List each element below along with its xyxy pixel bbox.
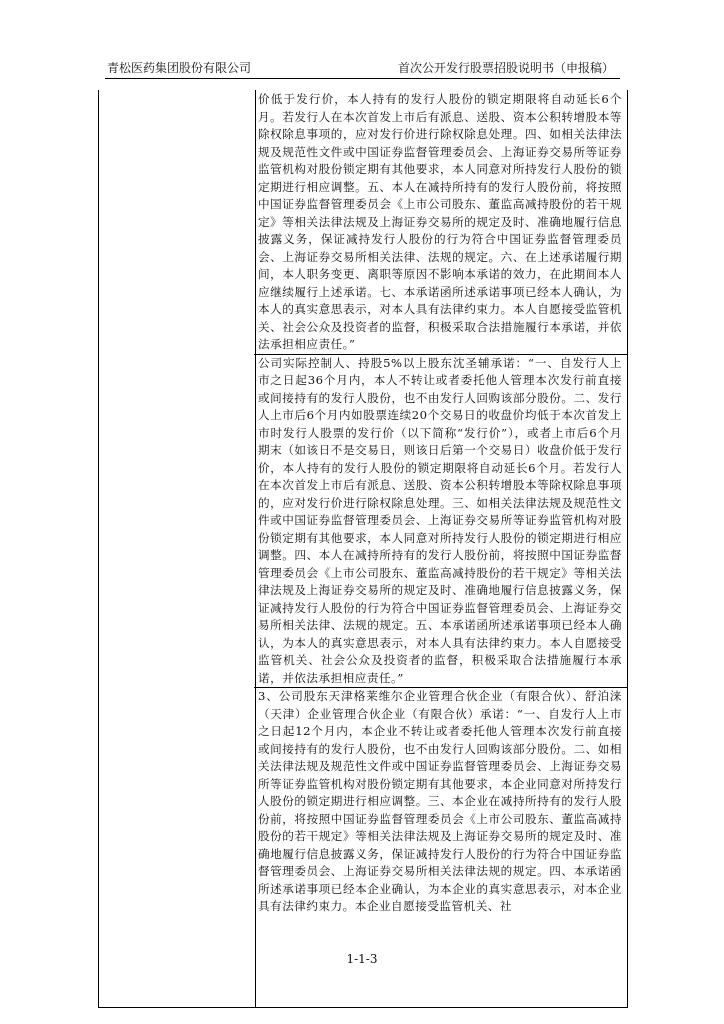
paragraph-partnership-commitment: 3、公司股东天津格莱维尔企业管理合伙企业（有限合伙）、舒泊涞（天津）企业管理合伙企业（有限合伙）承诺：“一、自发行人上市之日起12个月内，本企业不转让或者委托他人管理本次发行前直接或间接持有的发行人股份，也不由发行人回购该部分股份。二、如相关法律法规及规范性文件或中国证券监督管理委员会、上海证券交易所等证券监管机构对股份锁定期有其他要求，本企业同意对所持发行人股份的锁定期进行相应调整。三、本企业在减持所持有的发行人股份前，将按照中国证券监督管理委员会《上市公司股东、董监高减持股份的若干规定》等相关法律法规及上海证券交易所的规定及时、准确地履行信息披露义务，保证减持发行人股份的行为符合中国证券监督管理委员会、上海证券交易所相关法律法规的规定。四、本承诺函所述承诺事项已经本企业确认，为本企业的真实意思表示，对本企业具有法律约束力。本企业自愿接受监管机关、社 — [258, 689, 622, 913]
page-number: 1-1-3 — [346, 952, 378, 966]
column-divider — [255, 90, 256, 1007]
commitment-content — [258, 91, 622, 916]
paragraph-controller-commitment: 公司实际控制人、持股5%以上股东沈圣辅承诺：“一、自发行人上市之日起36个月内，本人不转让或者委托他人管理本次发行前直接或间接持有的发行人股份，也不由发行人回购该部分股份。二、发行人上市后6个月内如股票连续20个交易日的收盘价均低于本次首发上市时发行人股票的发行价（以下简称“发行价”），或者上市后6个月期末（如该日不是交易日，则该日后第一个交易日）收盘价低于发行价，本人持有的发行人股份的锁定期限将自动延长6个月。若发行人在本次首发上市后有派息、送股、资本公积转增股本等除权除息事项的，应对发行价进行除权除息处理。三、如相关法律法规及规范性文件或中国证券监督管理委员会、上海证券交易所等证券监管机构对股份锁定期有其他要求，本人同意对所持发行人股份的锁定期进行相应调整。四、本人在减持所持有的发行人股份前，将按照中国证券监督管理委员会《上市公司股东、董监高减持股份的若干规定》等相关法律法规及上海证券交易所的规定及时、准确地履行信息披露义务，保证减持发行人股份的行为符合中国证券监督管理委员会、上海证券交易所相关法律、法规的规定。五、本承诺函所述承诺事项已经本人确认，为本人的真实意思表示，对本人具有法律约束力。本人自愿接受监管机关、社会公众及投资者的监督，积极采取合法措施履行本承诺，并依法承担相应责任。” — [258, 355, 622, 685]
page-header — [105, 58, 620, 79]
header-company-name: 青松医药集团股份有限公司 — [107, 61, 252, 75]
header-document-title: 首次公开发行股票招股说明书（申报稿） — [397, 61, 614, 75]
paragraph-commitment-continued: 价低于发行价，本人持有的发行人股份的锁定期限将自动延长6个月。若发行人在本次首发上市后有派息、送股、资本公积转增股本等除权除息事项的，应对发行价进行除权除息处理。四、如相关法律法规及规范性文件或中国证券监督管理委员会、上海证券交易所等证券监管机构对股份锁定期有其他要求，本人同意对所持发行人股份的锁定期进行相应调整。五、本人在减持所持有的发行人股份前，将按照中国证券监督管理委员会《上市公司股东、董监高减持股份的若干规定》等相关法律法规及上海证券交易所的规定及时、准确地履行信息披露义务，保证减持发行人股份的行为符合中国证券监督管理委员会、上海证券交易所相关法律、法规的规定。六、在上述承诺履行期间，本人职务变更、离职等原因不影响本承诺的效力，在此期间本人应继续履行上述承诺。七、本承诺函所述承诺事项已经本人确认，为本人的真实意思表示，对本人具有法律约束力。本人自愿接受监管机关、社会公众及投资者的监督，积极采取合法措施履行本承诺，并依法承担相应责任。” — [258, 92, 622, 351]
